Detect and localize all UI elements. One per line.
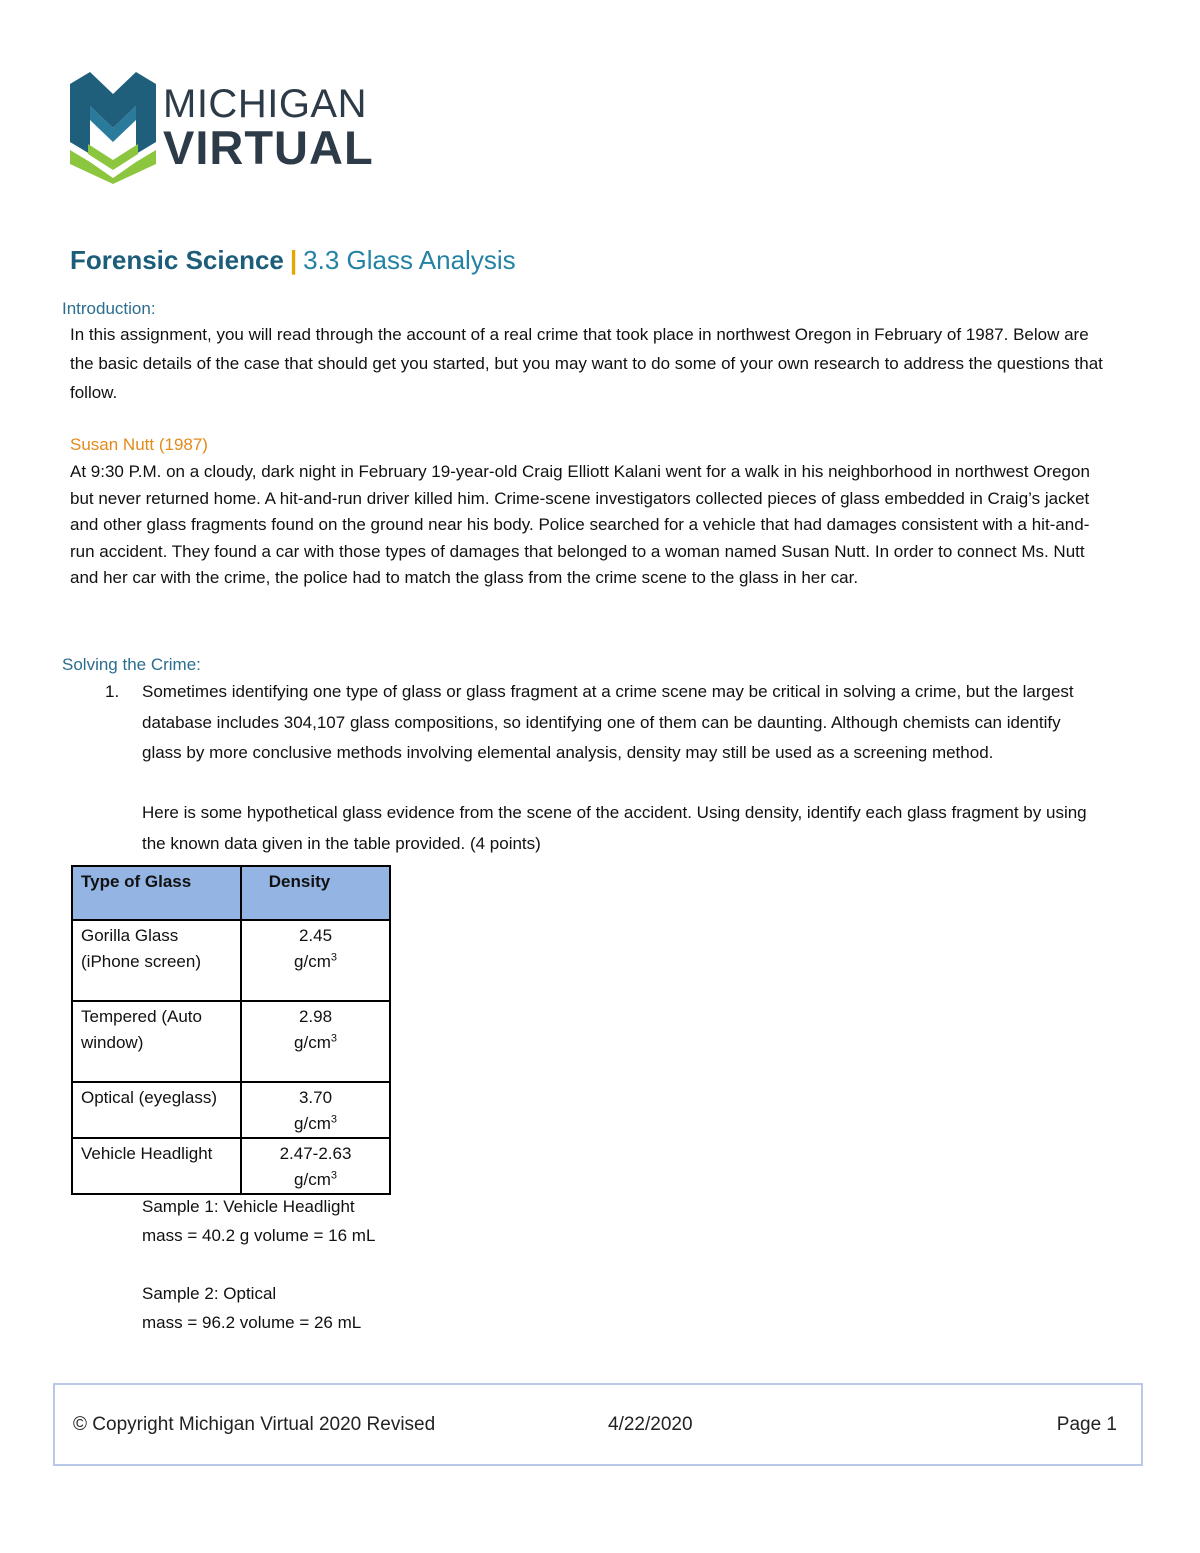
sample-1-name: Sample 1: Vehicle Headlight [142, 1197, 355, 1216]
title-subject: Forensic Science [70, 245, 284, 275]
table-cell-type: Gorilla Glass (iPhone screen) [72, 920, 241, 1001]
case-text: At 9:30 P.M. on a cloudy, dark night in February 19-year-old Craig Elliott Kalani went for a walk in his neighborhood in northwest Oregon but never returned home. A hit-and-run driver killed him. Crime-scene investigators collected pieces of glass embedded in Craig’s jacket and other glass fragments found on the ground near his body. Police searched for a vehicle that had damages consistent with a hit-and-run accident. They found a car with those types of damages that belonged to a woman named Susan Nutt. In order to connect Ms. Nutt and her car with the crime, the police had to match the glass from the crime scene to the glass in her car. [70, 462, 1090, 587]
question-instructions: Here is some hypothetical glass evidence from the scene of the accident. Using density, identify each glass fragment by using the known data given in the table provided. (4 points) [142, 803, 1087, 853]
table-header-row [72, 866, 390, 920]
table-row [72, 920, 390, 1001]
sample-1-values: mass = 40.2 g volume = 16 mL [142, 1226, 376, 1245]
density-unit: $g/cm^3$ [294, 1113, 337, 1133]
page-title [70, 244, 516, 276]
logo-mark-icon [70, 72, 156, 184]
table-cell-type: Vehicle Headlight [72, 1138, 241, 1194]
footer-date: 4/22/2020 [608, 1414, 693, 1435]
table-header-type: Type of Glass [72, 866, 241, 920]
title-separator: | [289, 245, 298, 275]
density-value: 2.47-2.63 [279, 1144, 352, 1163]
density-value: 2.45 [298, 926, 333, 945]
logo-text-virtual: VIRTUAL [163, 121, 374, 174]
question-number: 1. [105, 682, 120, 701]
table-row [72, 1001, 390, 1082]
sample-2-name: Sample 2: Optical [142, 1284, 277, 1303]
density-unit: $g/cm^3$ [294, 1032, 337, 1052]
table-cell-type: Optical (eyeglass) [72, 1082, 241, 1138]
density-value: 3.70 [298, 1088, 333, 1107]
table-cell-density [241, 1001, 390, 1082]
case-heading: Susan Nutt (1987) [70, 435, 208, 454]
solving-label: Solving the Crime: [62, 655, 201, 674]
michigan-virtual-logo [70, 72, 374, 187]
table-row [72, 1082, 390, 1138]
footer-copyright: © Copyright Michigan Virtual 2020 Revised [73, 1414, 436, 1435]
table-cell-density [241, 920, 390, 1001]
title-lesson: 3.3 Glass Analysis [303, 245, 516, 275]
table-header-density: Density [241, 866, 390, 920]
density-table [71, 865, 391, 1195]
logo-text-michigan: MICHIGAN [163, 82, 367, 126]
table-cell-density [241, 1138, 390, 1194]
samples-block [142, 1192, 375, 1337]
sample-2-values: mass = 96.2 volume = 26 mL [142, 1313, 362, 1332]
density-unit: $g/cm^3$ [294, 951, 337, 971]
footer-page-number: Page 1 [1056, 1414, 1117, 1435]
table-cell-density [241, 1082, 390, 1138]
introduction-label: Introduction: [62, 299, 156, 318]
page-footer [53, 1383, 1143, 1466]
introduction-text: In this assignment, you will read through the account of a real crime that took place in northwest Oregon in February of 1987. Below are the basic details of the case that should get you started, but you may want to do some of your own research to address the questions that follow. [70, 325, 1103, 402]
density-value: 2.98 [298, 1007, 333, 1026]
table-cell-type: Tempered (Auto window) [72, 1001, 241, 1082]
question-text: Sometimes identifying one type of glass or glass fragment at a crime scene may be critical in solving a crime, but the largest database includes 304,107 glass compositions, so identifying one of them can be daunting. Although chemists can identify glass by more conclusive methods involving elemental analysis, density may still be used as a screening method. [142, 682, 1074, 762]
table-row [72, 1138, 390, 1194]
density-unit: $g/cm^3$ [294, 1169, 337, 1189]
